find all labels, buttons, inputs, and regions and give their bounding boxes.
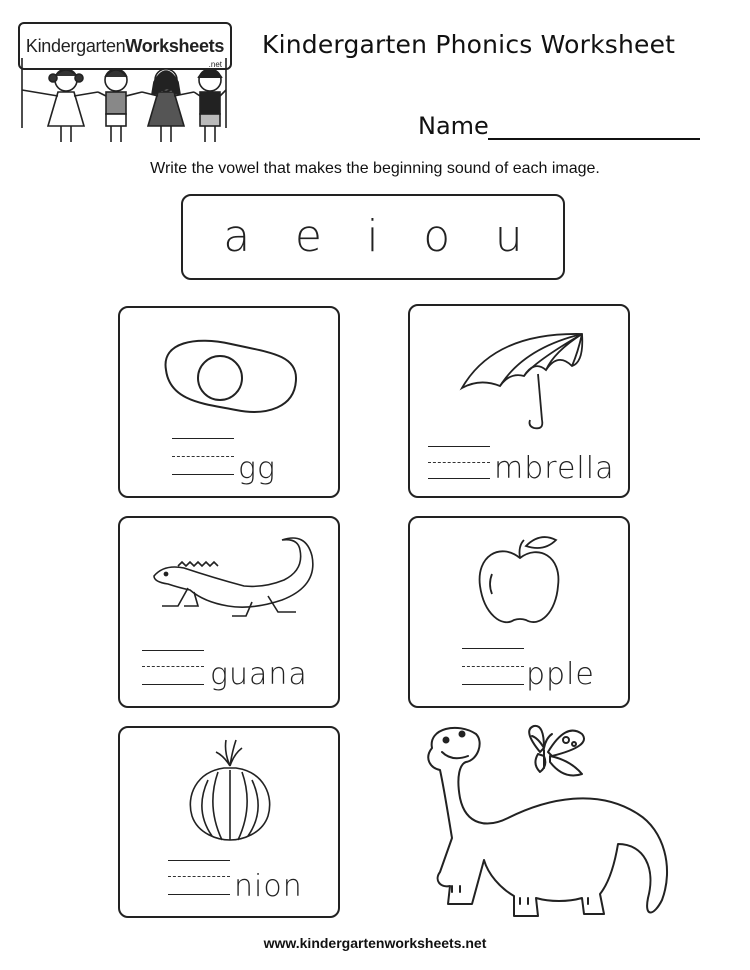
card-iguana — [118, 516, 340, 708]
site-logo — [10, 8, 238, 146]
kids-holding-hands-icon — [18, 58, 230, 146]
blank-write-line[interactable] — [462, 684, 524, 685]
blank-guide-top — [172, 438, 234, 439]
apple-icon — [470, 532, 570, 632]
logo-text-regular: Kindergarten — [25, 35, 126, 56]
vowel-o: o — [423, 211, 451, 262]
logo-text-bold: Worksheets — [125, 35, 225, 56]
vowel-i: i — [366, 211, 379, 262]
blank-guide-mid — [168, 876, 230, 877]
blank-guide-mid — [462, 666, 524, 667]
vowel-a: a — [223, 211, 251, 262]
word-ending: guana — [210, 657, 308, 692]
worksheet-title: Kindergarten Phonics Worksheet — [262, 30, 676, 59]
blank-write-line[interactable] — [168, 894, 230, 895]
footer-url[interactable]: www.kindergartenworksheets.net — [263, 935, 487, 951]
word-ending: pple — [526, 657, 595, 692]
blank-guide-top — [462, 648, 524, 649]
umbrella-icon — [454, 322, 594, 432]
vowel-e: e — [294, 211, 322, 262]
blank-guide-top — [428, 446, 490, 447]
vowel-u: u — [494, 211, 523, 262]
word-ending: nion — [234, 869, 303, 904]
logo-suffix: .net — [208, 60, 222, 69]
card-onion — [118, 726, 340, 918]
name-write-line[interactable] — [488, 138, 700, 140]
word-ending: gg — [238, 451, 277, 486]
card-apple — [408, 516, 630, 708]
word-ending: mbrella — [494, 451, 615, 486]
blank-write-line[interactable] — [172, 474, 234, 475]
blank-write-line[interactable] — [428, 478, 490, 479]
logo-text — [26, 36, 224, 57]
instructions: Write the vowel that makes the beginning sound of each image. — [150, 160, 600, 177]
card-umbrella — [408, 304, 630, 498]
onion-icon — [184, 736, 276, 846]
blank-guide-mid — [172, 456, 234, 457]
blank-guide-mid — [142, 666, 204, 667]
name-label: Name — [418, 112, 489, 140]
blank-write-line[interactable] — [142, 684, 204, 685]
egg-icon — [156, 330, 306, 420]
dinosaur-with-butterfly-icon — [418, 718, 688, 926]
blank-guide-top — [142, 650, 204, 651]
vowel-bank — [181, 194, 565, 280]
iguana-icon — [148, 536, 324, 636]
blank-guide-top — [168, 860, 230, 861]
blank-guide-mid — [428, 462, 490, 463]
card-egg — [118, 306, 340, 498]
